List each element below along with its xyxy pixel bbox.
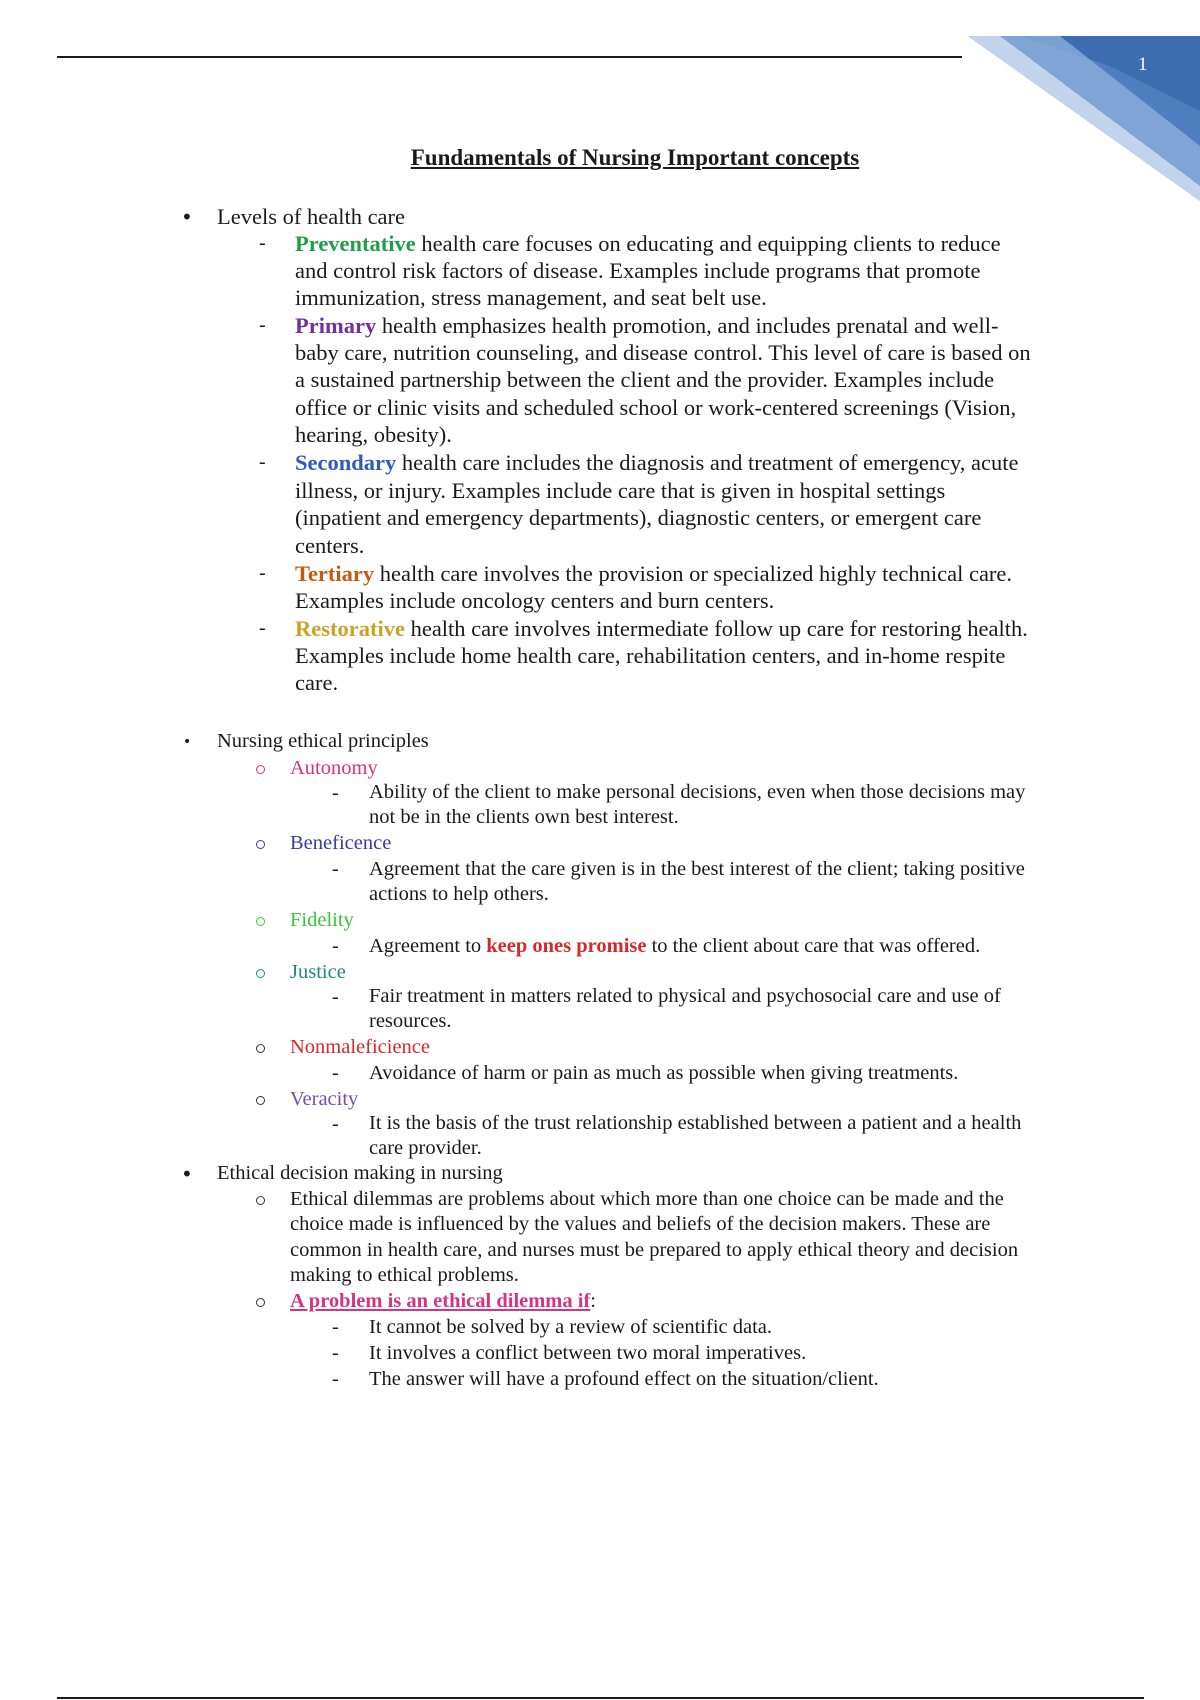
dash-icon: - xyxy=(332,935,339,957)
primary-line-1: Primary health emphasizes health promotion, and includes prenatal and well- xyxy=(295,313,999,338)
beneficence-term: Beneficence xyxy=(290,832,392,854)
autonomy-line-1: Ability of the client to make personal decisions, even when those decisions may xyxy=(369,781,1026,803)
autonomy-line-2: not be in the clients own best interest. xyxy=(369,806,679,828)
document-title: Fundamentals of Nursing Important concepts xyxy=(410,145,860,170)
restorative-line-1: Restorative health care involves intermediate follow up care for restoring health. xyxy=(295,616,1028,641)
circle-bullet-icon xyxy=(256,917,265,926)
beneficence-line-1: Agreement that the care given is in the best interest of the client; taking positive xyxy=(369,858,1025,880)
bullet-icon: • xyxy=(181,1162,193,1186)
restorative-line-2: Examples include home health care, rehabilitation centers, and in-home respite xyxy=(295,643,1006,668)
dilemmas-line-3: common in health care, and nurses must be prepared to apply ethical theory and decision xyxy=(290,1239,1019,1261)
primary-term: Primary xyxy=(295,313,377,338)
primary-line-2: baby care, nutrition counseling, and disease control. This level of care is based on xyxy=(295,340,1031,365)
veracity-line-1: It is the basis of the trust relationship established between a patient and a health xyxy=(369,1112,1022,1134)
circle-bullet-icon xyxy=(256,1298,265,1307)
criterion-2: It involves a conflict between two moral imperatives. xyxy=(369,1342,807,1364)
fidelity-line-1: Agreement to keep ones promise to the client about care that was offered. xyxy=(369,935,981,957)
justice-line-2: resources. xyxy=(369,1010,452,1032)
dash-icon: - xyxy=(332,858,339,880)
secondary-term: Secondary xyxy=(295,450,397,475)
dilemmas-line-2: choice made is influenced by the values and beliefs of the decision makers. These are xyxy=(290,1213,991,1235)
nonmaleficience-line-1: Avoidance of harm or pain as much as possible when giving treatments. xyxy=(369,1062,959,1084)
beneficence-line-2: actions to help others. xyxy=(369,883,549,905)
veracity-line-2: care provider. xyxy=(369,1137,482,1159)
restorative-term: Restorative xyxy=(295,616,405,641)
dash-icon: - xyxy=(259,232,266,254)
dash-icon: - xyxy=(332,986,339,1008)
circle-bullet-icon xyxy=(256,969,265,978)
restorative-line-3: care. xyxy=(295,670,339,695)
circle-bullet-icon xyxy=(256,1044,265,1053)
header-rule xyxy=(57,56,962,58)
dash-icon: - xyxy=(332,782,339,804)
secondary-line-3: (inpatient and emergency departments), diagnostic centers, or emergent care xyxy=(295,505,982,530)
dilemmas-line-4: making to ethical problems. xyxy=(290,1264,519,1286)
dilemmas-line-1: Ethical dilemmas are problems about which more than one choice can be made and the xyxy=(290,1188,1004,1210)
dash-icon: - xyxy=(259,451,266,473)
tertiary-line-1: Tertiary health care involves the provision or specialized highly technical care. xyxy=(295,561,1013,586)
page-number: 1 xyxy=(1138,54,1148,75)
dash-icon: - xyxy=(259,562,266,584)
nonmaleficience-term: Nonmaleficience xyxy=(290,1036,431,1058)
circle-bullet-icon xyxy=(256,1096,265,1105)
section-heading-levels: Levels of health care xyxy=(217,204,406,229)
circle-bullet-icon xyxy=(256,765,265,774)
secondary-line-1: Secondary health care includes the diagnosis and treatment of emergency, acute xyxy=(295,450,1019,475)
section-heading-decision: Ethical decision making in nursing xyxy=(217,1162,503,1184)
corner-decoration xyxy=(960,36,1200,206)
dash-icon: - xyxy=(332,1316,339,1338)
preventative-line-2: and control risk factors of disease. Examples include programs that promote xyxy=(295,258,981,283)
primary-line-4: office or clinic visits and scheduled school or work-centered screenings (Vision, xyxy=(295,395,1017,420)
dash-icon: - xyxy=(332,1113,339,1135)
tertiary-line-2: Examples include oncology centers and burn centers. xyxy=(295,588,775,613)
criterion-1: It cannot be solved by a review of scientific data. xyxy=(369,1316,773,1338)
circle-bullet-icon xyxy=(256,1196,265,1205)
dash-icon: - xyxy=(332,1342,339,1364)
veracity-term: Veracity xyxy=(290,1088,359,1110)
section-heading-ethics: Nursing ethical principles xyxy=(217,730,429,752)
autonomy-term: Autonomy xyxy=(290,757,378,779)
fidelity-term: Fidelity xyxy=(290,909,354,931)
dash-icon: - xyxy=(332,1062,339,1084)
dash-icon: - xyxy=(332,1368,339,1390)
preventative-term: Preventative xyxy=(295,231,416,256)
secondary-line-4: centers. xyxy=(295,533,365,558)
dilemma-if-line: A problem is an ethical dilemma if: xyxy=(290,1290,596,1312)
justice-term: Justice xyxy=(290,961,346,983)
fidelity-highlight: keep ones promise xyxy=(486,935,647,957)
criterion-3: The answer will have a profound effect on the situation/client. xyxy=(369,1368,879,1390)
secondary-line-2: illness, or injury. Examples include care that is given in hospital settings xyxy=(295,478,946,503)
circle-bullet-icon xyxy=(256,840,265,849)
tertiary-term: Tertiary xyxy=(295,561,375,586)
footer-rule xyxy=(57,1697,1144,1699)
preventative-line-1: Preventative health care focuses on educating and equipping clients to reduce xyxy=(295,231,1001,256)
dilemma-if-label: A problem is an ethical dilemma if xyxy=(290,1290,591,1312)
primary-line-3: a sustained partnership between the client and the provider. Examples include xyxy=(295,367,995,392)
dash-icon: - xyxy=(259,314,266,336)
primary-line-5: hearing, obesity). xyxy=(295,422,452,447)
bullet-icon: • xyxy=(183,734,192,750)
dash-icon: - xyxy=(259,617,266,639)
bullet-icon: • xyxy=(181,205,193,229)
justice-line-1: Fair treatment in matters related to physical and psychosocial care and use of xyxy=(369,985,1001,1007)
preventative-line-3: immunization, stress management, and seat belt use. xyxy=(295,285,767,310)
